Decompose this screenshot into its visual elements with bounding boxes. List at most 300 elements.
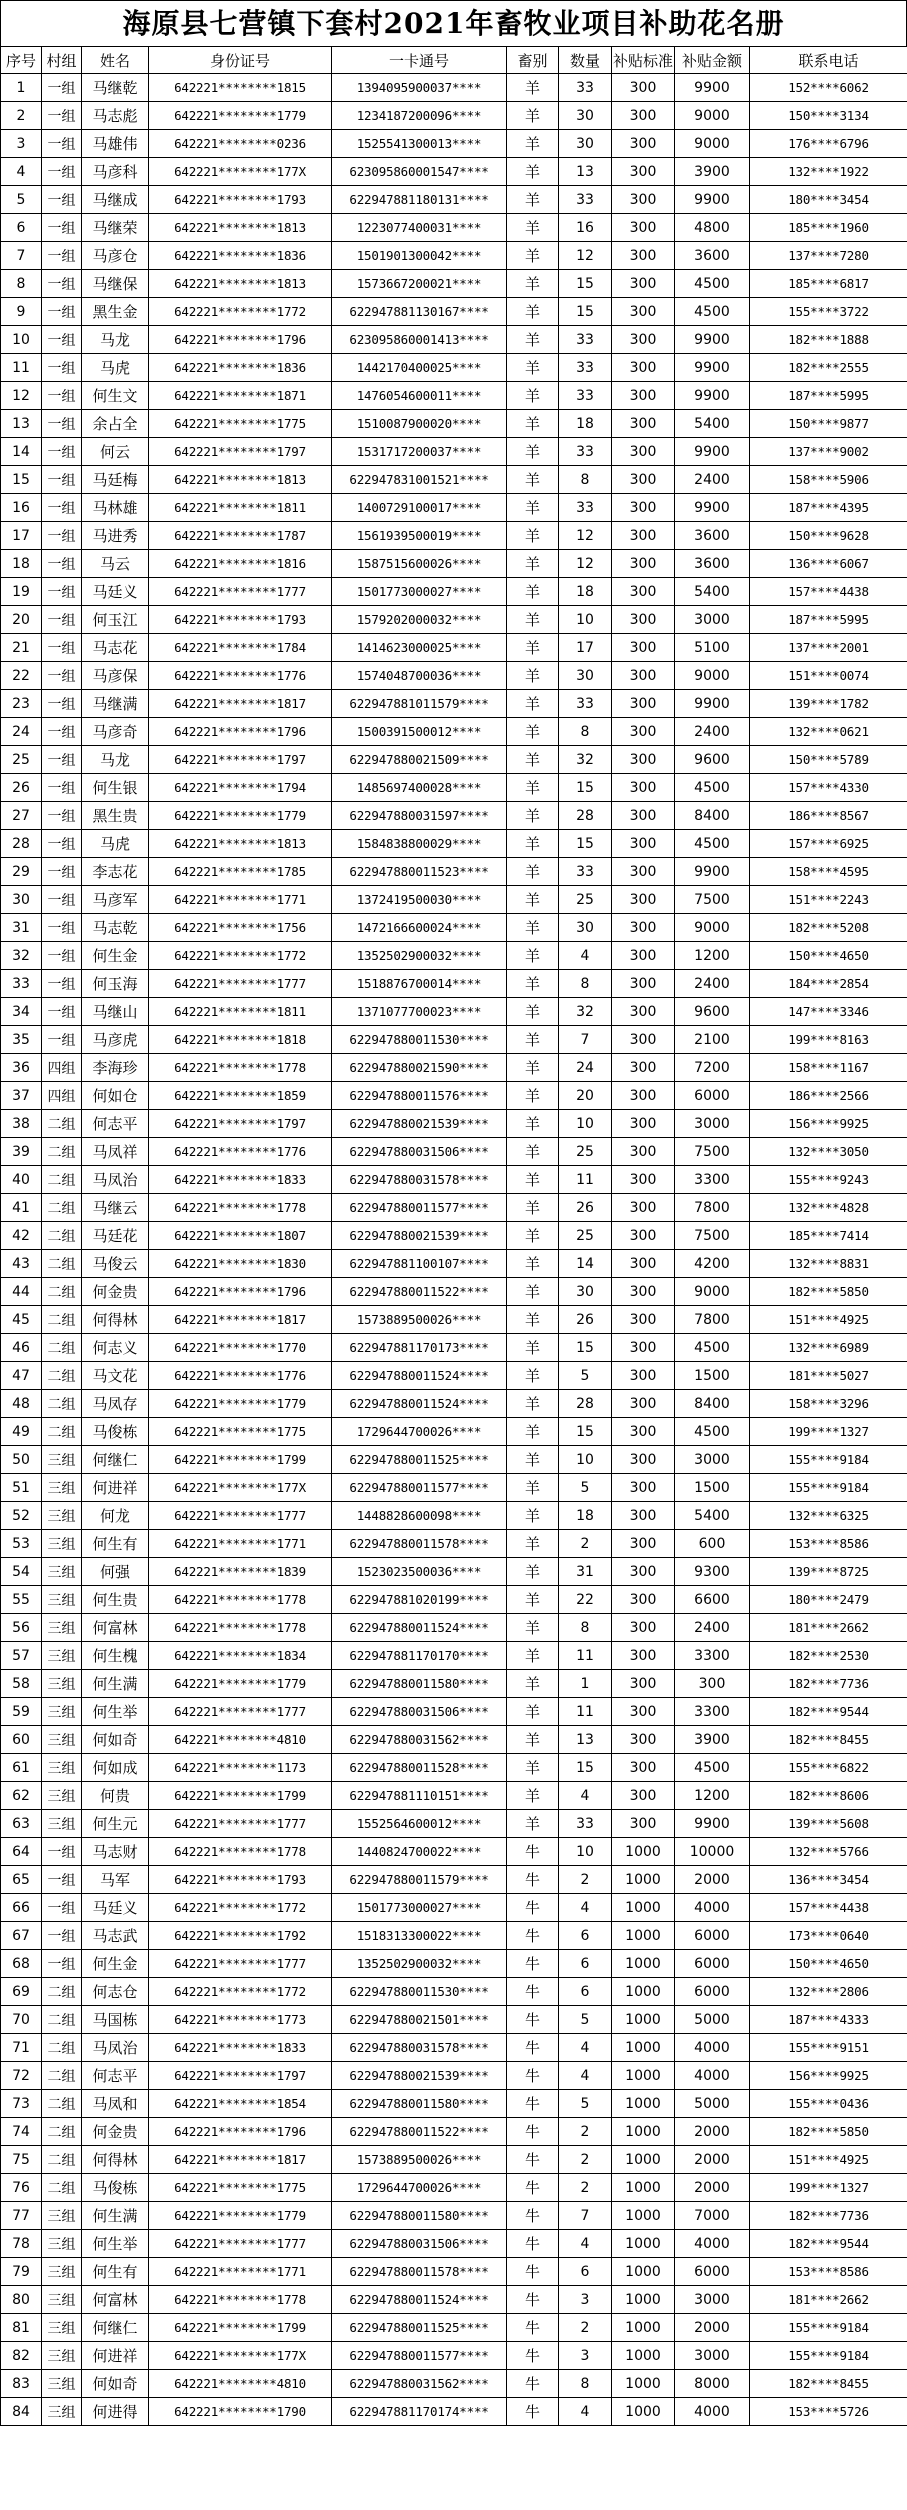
- cell-livestock-type: 羊: [507, 690, 559, 718]
- header-subsidy-amount: 补贴金额: [675, 47, 750, 74]
- cell-subsidy-amount: 2100: [675, 1026, 750, 1054]
- cell-group: 一组: [42, 578, 82, 606]
- cell-subsidy-rate: 300: [612, 298, 675, 326]
- cell-group: 一组: [42, 1894, 82, 1922]
- cell-name: 马进秀: [82, 522, 149, 550]
- cell-group: 三组: [42, 1586, 82, 1614]
- cell-phone: 155****6822: [750, 1754, 907, 1782]
- cell-subsidy-amount: 9900: [675, 326, 750, 354]
- cell-phone: 150****5789: [750, 746, 907, 774]
- cell-id-number: 642221********1773: [149, 2006, 332, 2034]
- cell-quantity: 18: [559, 578, 612, 606]
- cell-name: 李志花: [82, 858, 149, 886]
- table-row: [1, 326, 907, 354]
- cell-name: 何云: [82, 438, 149, 466]
- cell-card-number: 622947880011525****: [332, 2314, 507, 2342]
- cell-phone: 132****6325: [750, 1502, 907, 1530]
- cell-subsidy-amount: 5100: [675, 634, 750, 662]
- cell-card-number: 622947880011528****: [332, 1754, 507, 1782]
- table-row: [1, 2314, 907, 2342]
- cell-name: 何得林: [82, 1306, 149, 1334]
- cell-livestock-type: 牛: [507, 2230, 559, 2258]
- cell-card-number: 622947880011579****: [332, 1866, 507, 1894]
- cell-id-number: 642221********1833: [149, 2034, 332, 2062]
- cell-quantity: 26: [559, 1306, 612, 1334]
- cell-seq: 44: [1, 1278, 42, 1306]
- cell-subsidy-rate: 1000: [612, 2314, 675, 2342]
- cell-subsidy-amount: 10000: [675, 1838, 750, 1866]
- cell-card-number: 622947880021539****: [332, 1222, 507, 1250]
- cell-id-number: 642221********1818: [149, 1026, 332, 1054]
- cell-quantity: 33: [559, 858, 612, 886]
- cell-subsidy-rate: 300: [612, 326, 675, 354]
- cell-card-number: 1352502900032****: [332, 1950, 507, 1978]
- cell-phone: 173****0640: [750, 1922, 907, 1950]
- cell-subsidy-amount: 7800: [675, 1306, 750, 1334]
- table-row: [1, 2202, 907, 2230]
- cell-quantity: 7: [559, 1026, 612, 1054]
- cell-id-number: 642221********1811: [149, 494, 332, 522]
- cell-id-number: 642221********1796: [149, 326, 332, 354]
- cell-seq: 28: [1, 830, 42, 858]
- cell-phone: 157****4438: [750, 1894, 907, 1922]
- cell-subsidy-rate: 300: [612, 214, 675, 242]
- cell-quantity: 15: [559, 298, 612, 326]
- cell-subsidy-rate: 1000: [612, 2258, 675, 2286]
- cell-id-number: 642221********1777: [149, 970, 332, 998]
- table-row: [1, 746, 907, 774]
- cell-seq: 59: [1, 1698, 42, 1726]
- cell-name: 马彦奇: [82, 718, 149, 746]
- cell-group: 三组: [42, 1446, 82, 1474]
- cell-quantity: 15: [559, 830, 612, 858]
- cell-card-number: 622947880011578****: [332, 1530, 507, 1558]
- cell-phone: 136****6067: [750, 550, 907, 578]
- cell-subsidy-amount: 9600: [675, 998, 750, 1026]
- cell-card-number: 622947880011522****: [332, 1278, 507, 1306]
- cell-group: 二组: [42, 1390, 82, 1418]
- cell-name: 马彦军: [82, 886, 149, 914]
- cell-seq: 34: [1, 998, 42, 1026]
- cell-id-number: 642221********1771: [149, 886, 332, 914]
- cell-card-number: 622947880031597****: [332, 802, 507, 830]
- header-phone: 联系电话: [750, 47, 907, 74]
- cell-group: 三组: [42, 1642, 82, 1670]
- cell-quantity: 12: [559, 522, 612, 550]
- cell-subsidy-amount: 3300: [675, 1166, 750, 1194]
- cell-seq: 3: [1, 130, 42, 158]
- header-id-number: 身份证号: [149, 47, 332, 74]
- cell-livestock-type: 牛: [507, 2286, 559, 2314]
- cell-id-number: 642221********1793: [149, 186, 332, 214]
- table-row: [1, 186, 907, 214]
- cell-group: 三组: [42, 2230, 82, 2258]
- cell-group: 一组: [42, 410, 82, 438]
- cell-livestock-type: 牛: [507, 1838, 559, 1866]
- table-row: [1, 998, 907, 1026]
- cell-card-number: 622947881170170****: [332, 1642, 507, 1670]
- cell-name: 何生有: [82, 1530, 149, 1558]
- cell-livestock-type: 羊: [507, 1754, 559, 1782]
- cell-name: 何如仓: [82, 1082, 149, 1110]
- table-row: [1, 1950, 907, 1978]
- cell-quantity: 12: [559, 550, 612, 578]
- cell-quantity: 3: [559, 2286, 612, 2314]
- cell-group: 一组: [42, 354, 82, 382]
- cell-phone: 153****5726: [750, 2398, 907, 2426]
- table-row: [1, 2342, 907, 2370]
- table-row: [1, 1978, 907, 2006]
- cell-subsidy-amount: 9000: [675, 662, 750, 690]
- cell-name: 何生满: [82, 1670, 149, 1698]
- cell-livestock-type: 羊: [507, 998, 559, 1026]
- cell-seq: 41: [1, 1194, 42, 1222]
- cell-phone: 151****0074: [750, 662, 907, 690]
- table-row: [1, 1642, 907, 1670]
- table-row: [1, 1530, 907, 1558]
- cell-livestock-type: 牛: [507, 2006, 559, 2034]
- cell-card-number: 622947880011580****: [332, 1670, 507, 1698]
- cell-phone: 199****1327: [750, 2174, 907, 2202]
- cell-subsidy-amount: 7800: [675, 1194, 750, 1222]
- cell-subsidy-amount: 9900: [675, 354, 750, 382]
- cell-phone: 176****6796: [750, 130, 907, 158]
- cell-subsidy-amount: 9000: [675, 1278, 750, 1306]
- cell-subsidy-rate: 300: [612, 1390, 675, 1418]
- cell-subsidy-rate: 300: [612, 1054, 675, 1082]
- cell-subsidy-rate: 300: [612, 186, 675, 214]
- cell-phone: 137****7280: [750, 242, 907, 270]
- cell-livestock-type: 牛: [507, 2202, 559, 2230]
- cell-card-number: 1573889500026****: [332, 2146, 507, 2174]
- table-row: [1, 466, 907, 494]
- cell-subsidy-rate: 300: [612, 550, 675, 578]
- cell-quantity: 33: [559, 494, 612, 522]
- cell-quantity: 15: [559, 270, 612, 298]
- cell-phone: 185****6817: [750, 270, 907, 298]
- cell-phone: 151****4925: [750, 2146, 907, 2174]
- cell-subsidy-amount: 6000: [675, 2258, 750, 2286]
- table-header-row: [1, 47, 907, 74]
- cell-phone: 155****3722: [750, 298, 907, 326]
- cell-card-number: 622947880031506****: [332, 1698, 507, 1726]
- table-row: [1, 2118, 907, 2146]
- table-row: [1, 1026, 907, 1054]
- table-row: [1, 1278, 907, 1306]
- cell-seq: 23: [1, 690, 42, 718]
- cell-card-number: 1561939500019****: [332, 522, 507, 550]
- cell-phone: 139****1782: [750, 690, 907, 718]
- cell-phone: 158****4595: [750, 858, 907, 886]
- cell-id-number: 642221********1778: [149, 2286, 332, 2314]
- cell-name: 马俊云: [82, 1250, 149, 1278]
- cell-name: 马继成: [82, 186, 149, 214]
- table-row: [1, 214, 907, 242]
- cell-seq: 33: [1, 970, 42, 998]
- cell-quantity: 15: [559, 1754, 612, 1782]
- cell-subsidy-rate: 300: [612, 774, 675, 802]
- cell-livestock-type: 羊: [507, 466, 559, 494]
- cell-name: 何如奇: [82, 1726, 149, 1754]
- cell-group: 三组: [42, 1698, 82, 1726]
- cell-subsidy-rate: 300: [612, 998, 675, 1026]
- cell-subsidy-rate: 300: [612, 914, 675, 942]
- cell-livestock-type: 牛: [507, 2342, 559, 2370]
- cell-name: 何生有: [82, 2258, 149, 2286]
- cell-card-number: 1573889500026****: [332, 1306, 507, 1334]
- cell-phone: 182****7736: [750, 2202, 907, 2230]
- cell-seq: 80: [1, 2286, 42, 2314]
- cell-group: 二组: [42, 1278, 82, 1306]
- cell-quantity: 8: [559, 2370, 612, 2398]
- cell-subsidy-rate: 1000: [612, 2202, 675, 2230]
- cell-quantity: 2: [559, 2174, 612, 2202]
- cell-group: 三组: [42, 1810, 82, 1838]
- cell-livestock-type: 牛: [507, 1950, 559, 1978]
- cell-quantity: 30: [559, 102, 612, 130]
- cell-livestock-type: 羊: [507, 1810, 559, 1838]
- cell-phone: 182****2555: [750, 354, 907, 382]
- cell-group: 一组: [42, 1026, 82, 1054]
- cell-card-number: 622947880031562****: [332, 1726, 507, 1754]
- cell-subsidy-rate: 300: [612, 1278, 675, 1306]
- cell-subsidy-amount: 2400: [675, 1614, 750, 1642]
- cell-id-number: 642221********4810: [149, 1726, 332, 1754]
- cell-livestock-type: 羊: [507, 1418, 559, 1446]
- cell-subsidy-rate: 300: [612, 1558, 675, 1586]
- cell-seq: 18: [1, 550, 42, 578]
- cell-seq: 49: [1, 1418, 42, 1446]
- cell-group: 一组: [42, 242, 82, 270]
- cell-seq: 83: [1, 2370, 42, 2398]
- cell-group: 二组: [42, 1222, 82, 1250]
- cell-subsidy-rate: 1000: [612, 2230, 675, 2258]
- cell-id-number: 642221********1772: [149, 298, 332, 326]
- cell-id-number: 642221********1792: [149, 1922, 332, 1950]
- cell-phone: 155****9184: [750, 1446, 907, 1474]
- cell-id-number: 642221********1854: [149, 2090, 332, 2118]
- cell-id-number: 642221********1807: [149, 1222, 332, 1250]
- cell-group: 一组: [42, 774, 82, 802]
- cell-livestock-type: 羊: [507, 914, 559, 942]
- cell-card-number: 622947880011530****: [332, 1978, 507, 2006]
- cell-id-number: 642221********1777: [149, 1950, 332, 1978]
- cell-group: 一组: [42, 914, 82, 942]
- cell-id-number: 642221********1772: [149, 942, 332, 970]
- cell-seq: 72: [1, 2062, 42, 2090]
- cell-seq: 39: [1, 1138, 42, 1166]
- cell-name: 马继山: [82, 998, 149, 1026]
- cell-group: 四组: [42, 1054, 82, 1082]
- cell-subsidy-amount: 9900: [675, 494, 750, 522]
- table-row: [1, 774, 907, 802]
- cell-quantity: 17: [559, 634, 612, 662]
- cell-card-number: 623095860001547****: [332, 158, 507, 186]
- cell-seq: 27: [1, 802, 42, 830]
- cell-phone: 181****5027: [750, 1362, 907, 1390]
- cell-phone: 158****1167: [750, 1054, 907, 1082]
- cell-phone: 182****5208: [750, 914, 907, 942]
- cell-group: 三组: [42, 1558, 82, 1586]
- cell-id-number: 642221********1817: [149, 2146, 332, 2174]
- cell-id-number: 642221********1799: [149, 1782, 332, 1810]
- cell-id-number: 642221********1859: [149, 1082, 332, 1110]
- cell-name: 马廷义: [82, 1894, 149, 1922]
- cell-subsidy-rate: 300: [612, 802, 675, 830]
- cell-seq: 51: [1, 1474, 42, 1502]
- cell-name: 马志财: [82, 1838, 149, 1866]
- table-row: [1, 914, 907, 942]
- cell-livestock-type: 羊: [507, 1222, 559, 1250]
- cell-phone: 186****2566: [750, 1082, 907, 1110]
- cell-subsidy-amount: 9600: [675, 746, 750, 774]
- cell-livestock-type: 羊: [507, 830, 559, 858]
- cell-phone: 157****4330: [750, 774, 907, 802]
- cell-subsidy-amount: 8400: [675, 1390, 750, 1418]
- cell-quantity: 4: [559, 1782, 612, 1810]
- cell-name: 马廷花: [82, 1222, 149, 1250]
- cell-quantity: 4: [559, 942, 612, 970]
- cell-group: 三组: [42, 1782, 82, 1810]
- table-row: [1, 2398, 907, 2426]
- cell-quantity: 25: [559, 1222, 612, 1250]
- cell-card-number: 622947880011577****: [332, 2342, 507, 2370]
- cell-seq: 47: [1, 1362, 42, 1390]
- table-row: [1, 690, 907, 718]
- cell-seq: 45: [1, 1306, 42, 1334]
- cell-subsidy-amount: 1500: [675, 1362, 750, 1390]
- cell-seq: 76: [1, 2174, 42, 2202]
- cell-phone: 137****9002: [750, 438, 907, 466]
- cell-id-number: 642221********1815: [149, 74, 332, 102]
- cell-seq: 57: [1, 1642, 42, 1670]
- cell-phone: 153****8586: [750, 1530, 907, 1558]
- cell-group: 一组: [42, 886, 82, 914]
- cell-subsidy-rate: 300: [612, 634, 675, 662]
- cell-subsidy-amount: 5400: [675, 1502, 750, 1530]
- cell-name: 何富林: [82, 2286, 149, 2314]
- cell-card-number: 622947880031506****: [332, 1138, 507, 1166]
- cell-livestock-type: 羊: [507, 1334, 559, 1362]
- cell-name: 黑生金: [82, 298, 149, 326]
- cell-livestock-type: 牛: [507, 1894, 559, 1922]
- cell-id-number: 642221********1775: [149, 1418, 332, 1446]
- cell-seq: 63: [1, 1810, 42, 1838]
- cell-subsidy-rate: 300: [612, 1726, 675, 1754]
- table-row: [1, 102, 907, 130]
- cell-phone: 184****2854: [750, 970, 907, 998]
- cell-quantity: 14: [559, 1250, 612, 1278]
- table-row: [1, 242, 907, 270]
- cell-name: 马凤治: [82, 2034, 149, 2062]
- cell-livestock-type: 羊: [507, 1194, 559, 1222]
- cell-subsidy-amount: 4500: [675, 1334, 750, 1362]
- cell-phone: 139****5608: [750, 1810, 907, 1838]
- cell-quantity: 28: [559, 802, 612, 830]
- table-row: [1, 1670, 907, 1698]
- cell-card-number: 622947880021590****: [332, 1054, 507, 1082]
- cell-livestock-type: 羊: [507, 550, 559, 578]
- cell-subsidy-rate: 300: [612, 1810, 675, 1838]
- cell-name: 马志花: [82, 634, 149, 662]
- cell-livestock-type: 羊: [507, 1642, 559, 1670]
- table-row: [1, 2174, 907, 2202]
- cell-group: 一组: [42, 746, 82, 774]
- cell-group: 一组: [42, 270, 82, 298]
- table-row: [1, 830, 907, 858]
- cell-group: 二组: [42, 1362, 82, 1390]
- cell-phone: 181****2662: [750, 2286, 907, 2314]
- cell-card-number: 622947881170173****: [332, 1334, 507, 1362]
- cell-quantity: 11: [559, 1642, 612, 1670]
- cell-phone: 182****8606: [750, 1782, 907, 1810]
- cell-id-number: 642221********177X: [149, 158, 332, 186]
- cell-group: 二组: [42, 1250, 82, 1278]
- table-row: [1, 1586, 907, 1614]
- cell-name: 马继满: [82, 690, 149, 718]
- cell-id-number: 642221********1778: [149, 1054, 332, 1082]
- cell-name: 何玉海: [82, 970, 149, 998]
- cell-group: 一组: [42, 466, 82, 494]
- cell-id-number: 642221********1776: [149, 1362, 332, 1390]
- table-row: [1, 2090, 907, 2118]
- cell-id-number: 642221********1793: [149, 1866, 332, 1894]
- cell-id-number: 642221********1775: [149, 410, 332, 438]
- cell-group: 二组: [42, 2146, 82, 2174]
- cell-id-number: 642221********1790: [149, 2398, 332, 2426]
- cell-card-number: 1442170400025****: [332, 354, 507, 382]
- cell-livestock-type: 牛: [507, 2258, 559, 2286]
- cell-quantity: 8: [559, 1614, 612, 1642]
- table-row: [1, 858, 907, 886]
- cell-id-number: 642221********1779: [149, 1390, 332, 1418]
- cell-subsidy-amount: 4500: [675, 830, 750, 858]
- cell-subsidy-amount: 3900: [675, 158, 750, 186]
- cell-quantity: 22: [559, 1586, 612, 1614]
- cell-livestock-type: 牛: [507, 1978, 559, 2006]
- cell-card-number: 1579202000032****: [332, 606, 507, 634]
- cell-group: 一组: [42, 606, 82, 634]
- cell-quantity: 32: [559, 998, 612, 1026]
- cell-livestock-type: 羊: [507, 1782, 559, 1810]
- cell-phone: 132****4828: [750, 1194, 907, 1222]
- cell-id-number: 642221********1797: [149, 2062, 332, 2090]
- cell-subsidy-amount: 1200: [675, 942, 750, 970]
- cell-subsidy-rate: 1000: [612, 1950, 675, 1978]
- table-row: [1, 1922, 907, 1950]
- cell-phone: 147****3346: [750, 998, 907, 1026]
- table-row: [1, 438, 907, 466]
- cell-id-number: 642221********1777: [149, 1698, 332, 1726]
- cell-subsidy-rate: 1000: [612, 2286, 675, 2314]
- cell-phone: 157****6925: [750, 830, 907, 858]
- cell-phone: 155****9184: [750, 2342, 907, 2370]
- cell-phone: 132****6989: [750, 1334, 907, 1362]
- cell-livestock-type: 羊: [507, 1054, 559, 1082]
- cell-name: 何生元: [82, 1810, 149, 1838]
- cell-phone: 155****9243: [750, 1166, 907, 1194]
- cell-phone: 158****5906: [750, 466, 907, 494]
- cell-quantity: 10: [559, 1838, 612, 1866]
- cell-seq: 43: [1, 1250, 42, 1278]
- cell-card-number: 1371077700023****: [332, 998, 507, 1026]
- cell-subsidy-rate: 1000: [612, 1866, 675, 1894]
- cell-name: 何生举: [82, 2230, 149, 2258]
- table-row: [1, 718, 907, 746]
- cell-subsidy-amount: 3600: [675, 550, 750, 578]
- cell-card-number: 1234187200096****: [332, 102, 507, 130]
- cell-subsidy-rate: 300: [612, 466, 675, 494]
